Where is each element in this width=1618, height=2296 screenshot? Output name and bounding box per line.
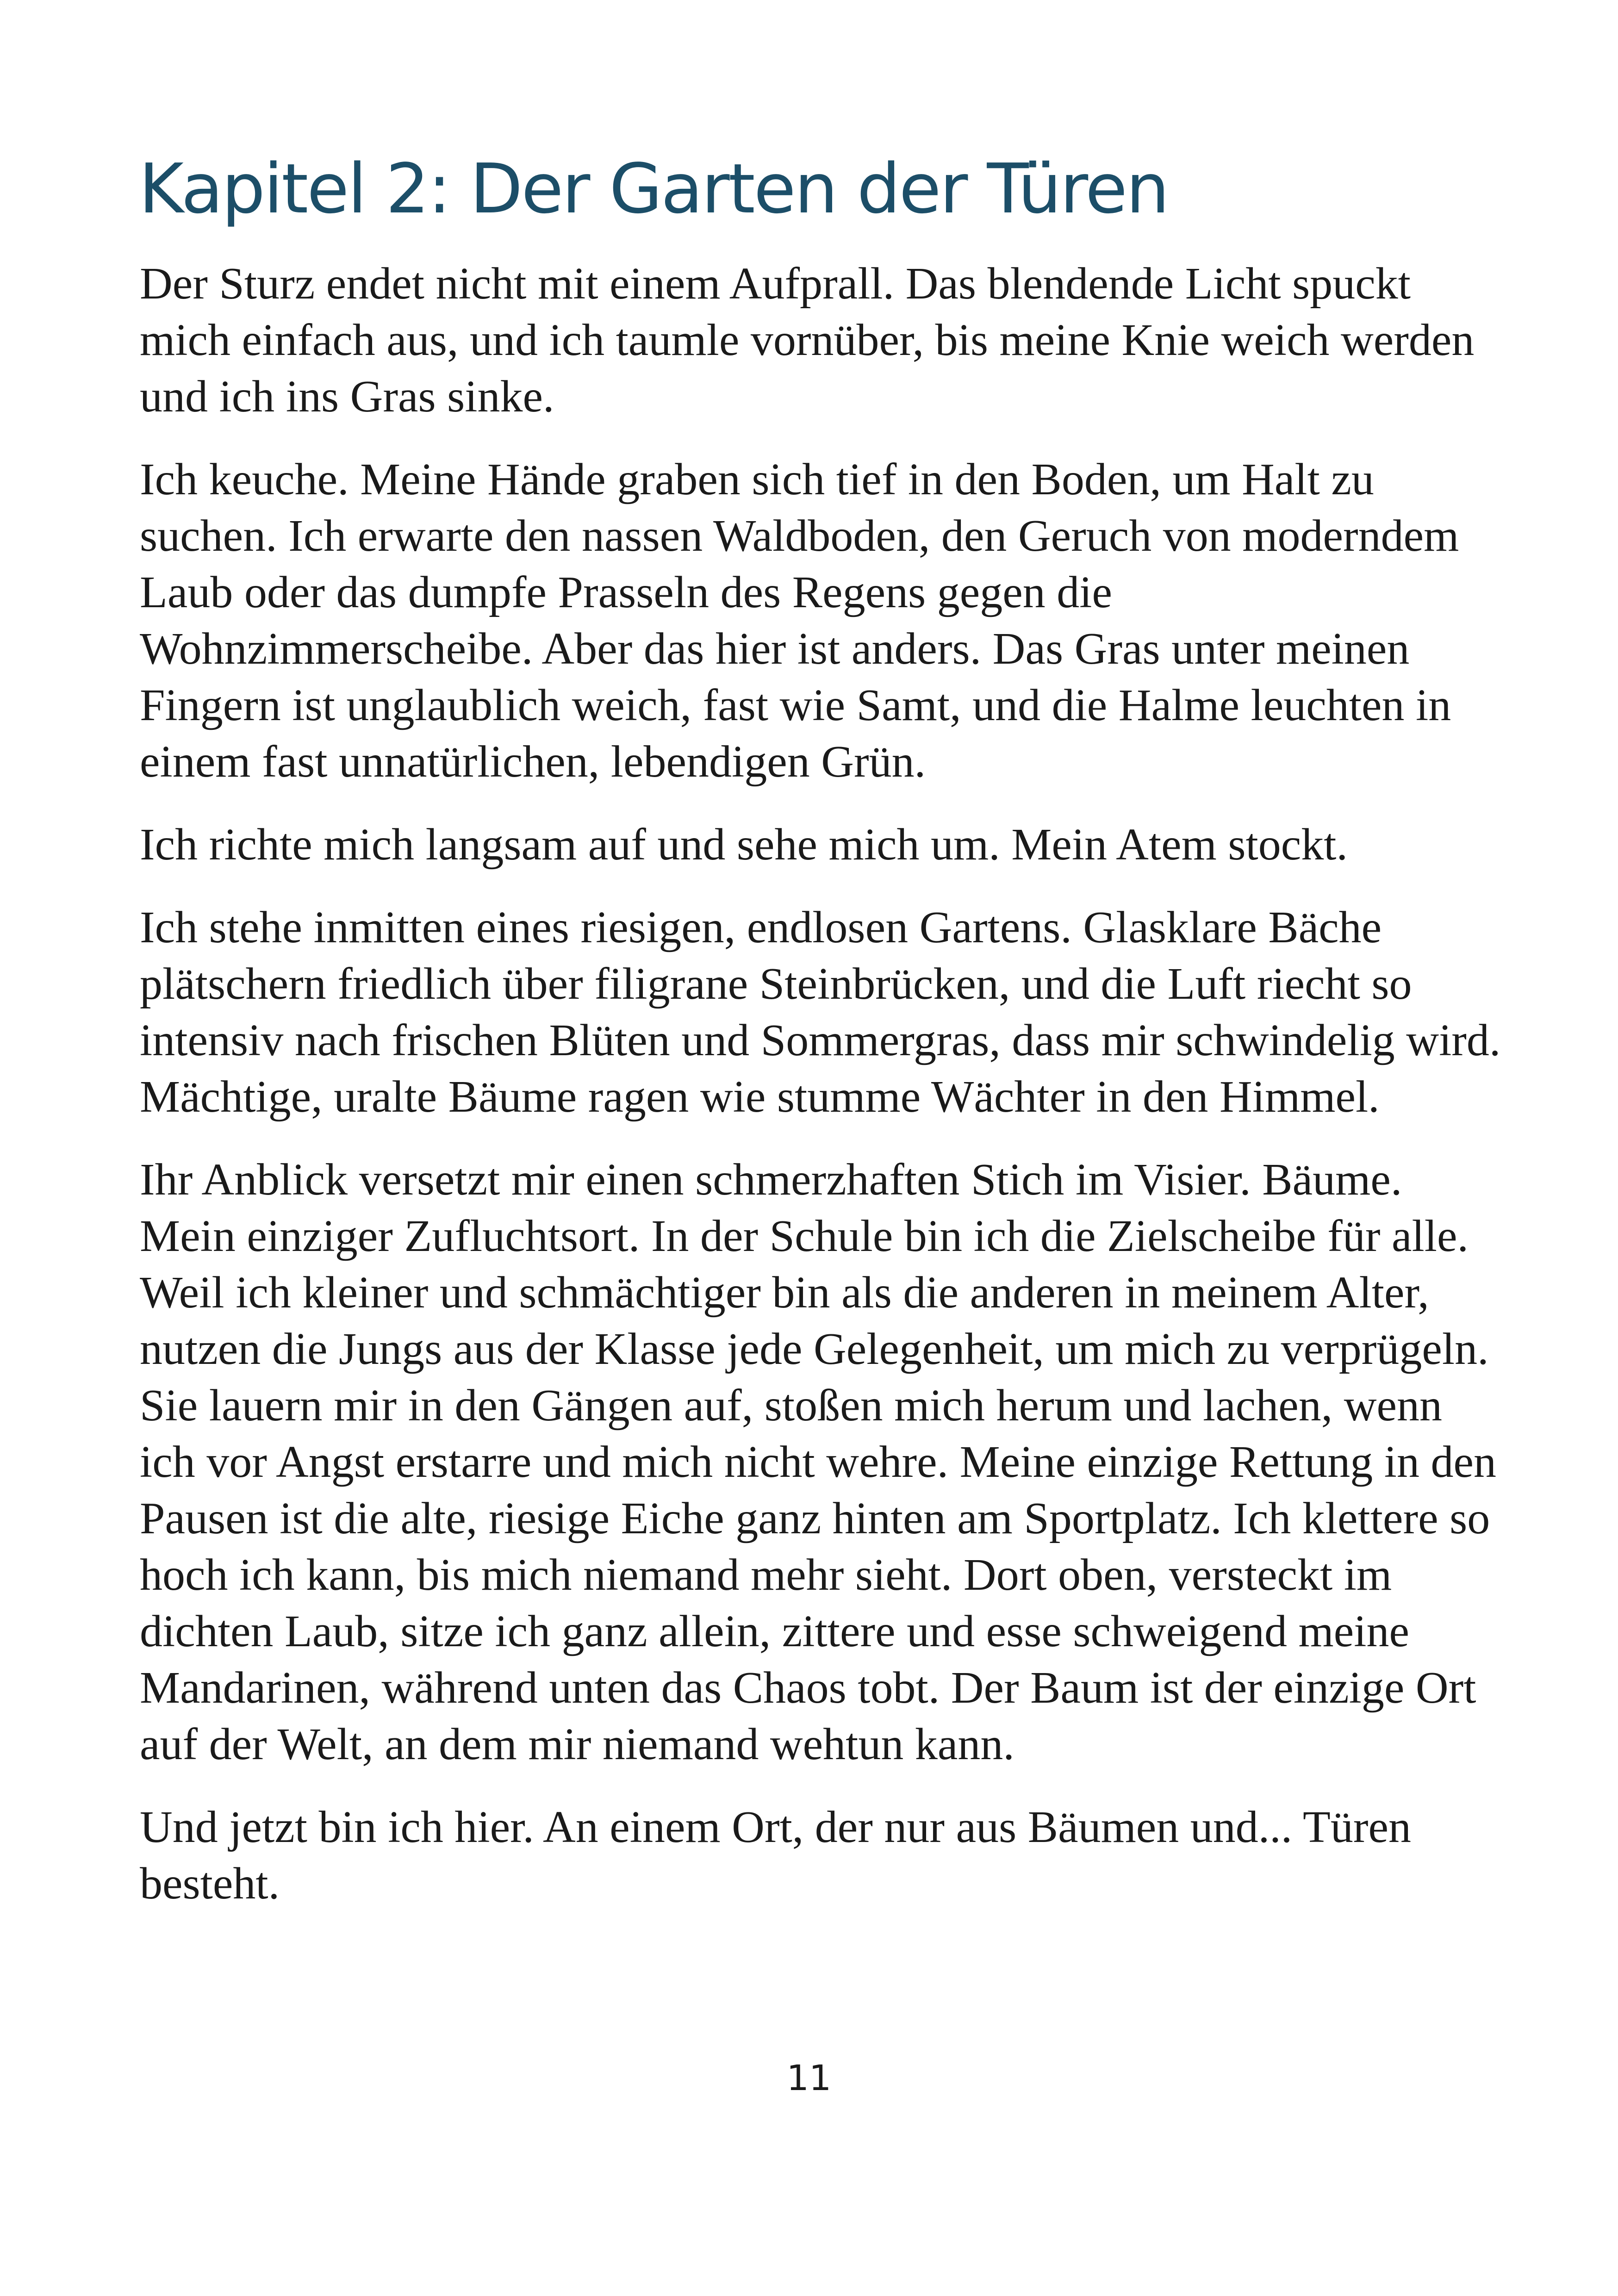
paragraph [140, 899, 1500, 1125]
text-line: Mächtige, uralte Bäume ragen wie stumme Wächter in den Himmel. [140, 1072, 1380, 1122]
chapter-title: Kapitel 2: Der Garten der Türen [139, 149, 1168, 229]
text-line: Ich richte mich langsam auf und sehe mich um. Mein Atem stockt. [140, 820, 1348, 870]
text-line: Fingern ist unglaublich weich, fast wie Samt, und die Halme leuchten in [140, 680, 1451, 730]
paragraph [140, 255, 1500, 425]
chapter-body [140, 255, 1500, 1938]
text-line: Und jetzt bin ich hier. An einem Ort, der nur aus Bäumen und... Türen [140, 1802, 1412, 1852]
text-line: nutzen die Jungs aus der Klasse jede Gelegenheit, um mich zu verprügeln. [140, 1324, 1489, 1374]
text-line: intensiv nach frischen Blüten und Sommergras, dass mir schwindelig wird. [140, 1015, 1501, 1065]
text-line: Weil ich kleiner und schmächtiger bin als die anderen in meinem Alter, [140, 1268, 1429, 1318]
paragraph [140, 1799, 1500, 1912]
text-line: mich einfach aus, und ich taumle vornüber, bis meine Knie weich werden [140, 315, 1475, 365]
text-line: auf der Welt, an dem mir niemand wehtun kann. [140, 1719, 1014, 1769]
text-line: dichten Laub, sitze ich ganz allein, zittere und esse schweigend meine [140, 1606, 1409, 1656]
text-line: Sie lauern mir in den Gängen auf, stoßen mich herum und lachen, wenn [140, 1381, 1442, 1431]
text-line: Ich stehe inmitten eines riesigen, endlosen Gartens. Glasklare Bäche [140, 902, 1382, 952]
paragraph [140, 816, 1500, 873]
text-line: plätschern friedlich über filigrane Steinbrücken, und die Luft riecht so [140, 959, 1412, 1009]
text-line: hoch ich kann, bis mich niemand mehr sieht. Dort oben, versteckt im [140, 1550, 1392, 1600]
text-line: Wohnzimmerscheibe. Aber das hier ist anders. Das Gras unter meinen [140, 624, 1410, 674]
text-line: besteht. [140, 1859, 280, 1909]
text-line: ich vor Angst erstarre und mich nicht wehre. Meine einzige Rettung in den [140, 1437, 1497, 1487]
paragraph [140, 1151, 1500, 1773]
paragraph [140, 451, 1500, 790]
text-line: Der Sturz endet nicht mit einem Aufprall. Das blendende Licht spuckt [140, 259, 1411, 309]
text-line: suchen. Ich erwarte den nassen Waldboden, den Geruch von moderndem [140, 511, 1459, 561]
text-line: Pausen ist die alte, riesige Eiche ganz hinten am Sportplatz. Ich klettere so [140, 1493, 1490, 1543]
text-line: einem fast unnatürlichen, lebendigen Grün. [140, 737, 926, 787]
text-line: und ich ins Gras sinke. [140, 372, 554, 422]
text-line: Mandarinen, während unten das Chaos tobt. Der Baum ist der einzige Ort [140, 1663, 1476, 1713]
page-number: 11 [786, 2057, 832, 2098]
text-line: Laub oder das dumpfe Prasseln des Regens gegen die [140, 567, 1112, 617]
text-line: Ihr Anblick versetzt mir einen schmerzhaften Stich im Visier. Bäume. [140, 1155, 1402, 1205]
text-line: Mein einziger Zufluchtsort. In der Schule bin ich die Zielscheibe für alle. [140, 1211, 1469, 1261]
text-line: Ich keuche. Meine Hände graben sich tief in den Boden, um Halt zu [140, 454, 1374, 504]
